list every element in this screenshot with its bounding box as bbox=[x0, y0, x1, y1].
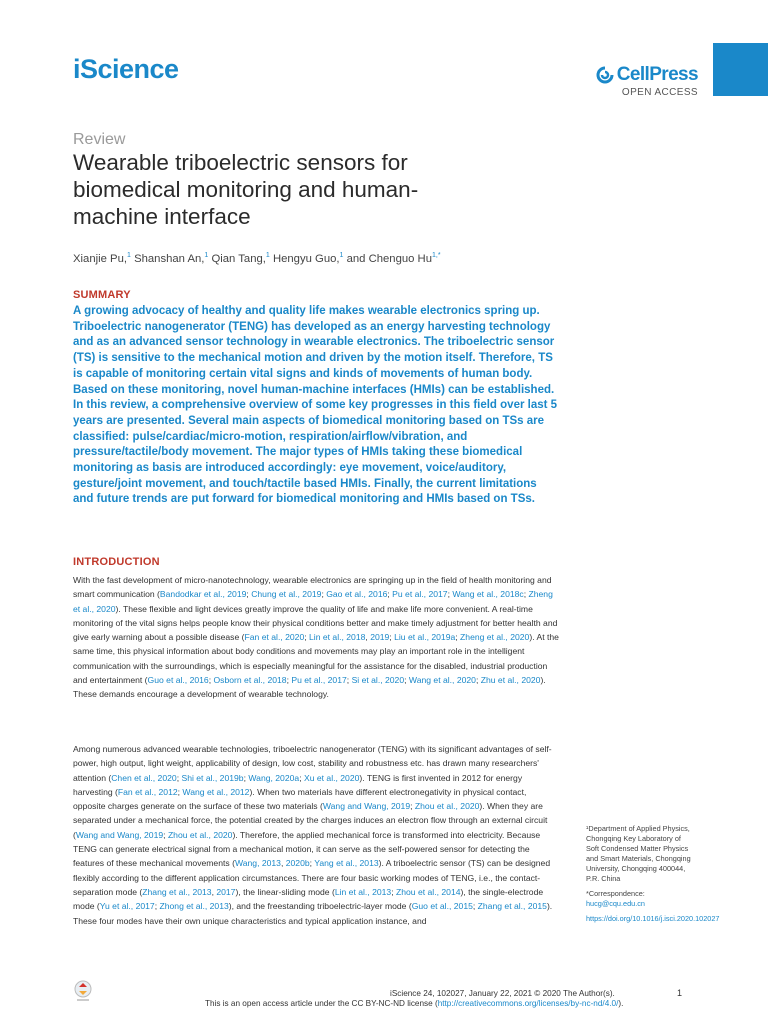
citation-link[interactable]: Wang et al., 2018c bbox=[452, 589, 524, 600]
check-for-updates-icon[interactable] bbox=[73, 979, 93, 1003]
body-text: ; bbox=[389, 632, 395, 643]
author-list bbox=[73, 252, 441, 265]
body-text: ). A triboelectric sensor (TS) can be designed flexibly according to the different application circumstances. There are four basic working modes of TENG, i.e., the contact-separation mode ( bbox=[73, 858, 551, 897]
publisher-name: CellPress bbox=[616, 64, 698, 85]
author-affiliation-mark[interactable]: 1 bbox=[204, 252, 209, 259]
open-access-label: OPEN ACCESS bbox=[621, 87, 698, 98]
intro-paragraph-1 bbox=[73, 573, 559, 702]
body-text: ). At the same time, this physical information about body conditions and movements may play an important role in the intelligent communication with the surroundings, which is especially meaningful for the assistance for the disabled, industrial production and entertainment ( bbox=[73, 632, 559, 686]
body-text: ; bbox=[309, 858, 315, 869]
citation-link[interactable]: Wang and Wang, 2019 bbox=[75, 829, 164, 840]
introduction-heading: INTRODUCTION bbox=[73, 556, 160, 568]
citation-link[interactable]: Bandodkar et al., 2019 bbox=[159, 589, 247, 600]
body-text: ). TENG is first invented in 2012 for energy harvesting ( bbox=[73, 772, 523, 797]
citation-link[interactable]: Wang, 2020a bbox=[248, 772, 300, 783]
body-text: ). Therefore, the applied mechanical force is transformed into electricity. Because TENG can generate electrical signal from a mechanical motion, it can serve as the self-powered sensor for detecting the features of these mechanical movements ( bbox=[73, 829, 541, 869]
author-affiliation-mark[interactable]: 1 bbox=[265, 252, 270, 259]
citation-link[interactable]: Wang et al., 2020 bbox=[408, 675, 476, 686]
author[interactable]: Hengyu Guo, bbox=[272, 252, 340, 265]
body-text: ; bbox=[410, 801, 415, 812]
body-text: ; bbox=[176, 772, 182, 783]
citation-link[interactable]: Guo et al., 2016 bbox=[147, 675, 209, 686]
citation-link[interactable]: Gao et al., 2016 bbox=[326, 589, 388, 600]
body-text: ; bbox=[475, 675, 481, 686]
citation-link[interactable]: Zhu et al., 2020 bbox=[480, 675, 541, 686]
summary-text: A growing advocacy of healthy and quality life makes wearable electronics spring up. Triboelectric nanogenerator (TENG) has developed as an energy harvesting technology and as an advanced sensor technology in wearable electronics. The triboelectric sensor (TS) is sensitive to the mechanical motion and driven by the motion itself. Therefore, TS is capable of monitoring certain vital signs and kinds of movements of human body. Based on these monitoring, novel human-machine interfaces (HMIs) can be established. In this review, a comprehensive overview of some key progresses in this field over last 5 years are presented. Several main aspects of biomedical monitoring based on TSs are classified: pulse/cardiac/micro-motion, respiration/airflow/vibration, and pressure/tactile/body movement. The major types of HMIs taking these biomedical monitoring as basis are introduced accordingly: eye movement, voice/auditory, gesture/joint movement, and touch/tactile based HMIs. Finally, the current limitations and future trends are put forward for biomedical monitoring and HMIs based on TSs. bbox=[73, 305, 558, 506]
body-text: ; bbox=[163, 829, 168, 840]
body-text: , bbox=[211, 886, 217, 897]
author[interactable]: Xianjie Pu, bbox=[73, 252, 128, 265]
body-text: , bbox=[365, 632, 371, 643]
article-title: Wearable triboelectric sensors for biomedical monitoring and human-machine interface bbox=[73, 150, 419, 229]
body-text: ), and the freestanding triboelectric-layer mode ( bbox=[228, 901, 412, 912]
citation-link[interactable]: Zhou et al., 2014 bbox=[396, 886, 461, 897]
correspondence-email-link[interactable]: hucg@cqu.edu.cn bbox=[586, 899, 645, 908]
author-affiliation-mark[interactable]: 1 bbox=[339, 252, 344, 259]
body-text: ; bbox=[404, 675, 409, 686]
citation-link[interactable]: Zheng et al., 2020 bbox=[460, 632, 530, 643]
citation-link[interactable]: Yu et al., 2017 bbox=[99, 901, 155, 912]
body-text: ), the linear-sliding mode ( bbox=[235, 886, 335, 897]
page-number: 1 bbox=[677, 988, 683, 998]
citation-link[interactable]: Fan et al., 2012 bbox=[117, 786, 178, 797]
body-text: ). These flexible and light devices greatly improve the quality of life and make life more convenient. A real-time monitoring of the vital signs helps people know their physical conditions better and make timely adjustment for better health and give early warning about a possible disease ( bbox=[73, 603, 558, 643]
journal-name: iScience bbox=[73, 54, 179, 84]
citation-link[interactable]: Fan et al., 2020 bbox=[244, 632, 305, 643]
journal-color-tab bbox=[713, 43, 768, 96]
author[interactable]: and Chenguo Hu bbox=[346, 252, 432, 265]
author[interactable]: Shanshan An, bbox=[134, 252, 205, 265]
body-text: ). When two materials have different electronegativity in physical contact, opposite charges generate on the surface of these two materials ( bbox=[73, 786, 527, 812]
license-link[interactable]: http://creativecommons.org/licenses/by-nc-nd/4.0/ bbox=[437, 999, 619, 1008]
body-text: ), the single-electrode mode ( bbox=[73, 886, 544, 912]
citation-link[interactable]: Zheng et al., 2020 bbox=[73, 589, 553, 614]
citation-link[interactable]: Chung et al., 2019 bbox=[251, 589, 322, 600]
citation-line: iScience 24, 102027, January 22, 2021 © 2020 The Author(s). bbox=[390, 989, 615, 998]
citation-link[interactable]: Xu et al., 2020 bbox=[303, 772, 360, 783]
citation-link[interactable]: Zhou et al., 2020 bbox=[167, 829, 233, 840]
body-text: ; bbox=[299, 772, 304, 783]
citation-link[interactable]: Pu et al., 2017 bbox=[291, 675, 347, 686]
citation-link[interactable]: Liu et al., 2019a bbox=[394, 632, 456, 643]
citation-link[interactable]: Lin et al., 2013 bbox=[334, 886, 392, 897]
body-text: ). These demands encourage a development of wearable technology. bbox=[73, 675, 546, 700]
body-text: ; bbox=[286, 675, 292, 686]
body-text: ; bbox=[391, 886, 396, 897]
citation-link[interactable]: Si et al., 2020 bbox=[351, 675, 405, 686]
doi-link[interactable]: https://doi.org/10.1016/j.isci.2020.102027 bbox=[586, 914, 720, 923]
sidebar-notes bbox=[586, 824, 720, 924]
body-text: ; bbox=[472, 901, 478, 912]
author-affiliation-mark[interactable]: 1 bbox=[127, 252, 131, 259]
cellpress-logo bbox=[590, 64, 698, 86]
citation-link[interactable]: Shi et al., 2019b bbox=[181, 772, 244, 783]
body-text: ; bbox=[177, 786, 183, 797]
correspondence-label: *Correspondence: bbox=[586, 889, 645, 898]
author-affiliation-mark[interactable]: 1,* bbox=[432, 252, 441, 259]
citation-link[interactable]: Zhong et al., 2013 bbox=[159, 901, 229, 912]
body-text: ; bbox=[321, 589, 327, 600]
body-text: ; bbox=[447, 589, 453, 600]
body-text: ; bbox=[208, 675, 214, 686]
body-text: ; bbox=[523, 589, 529, 600]
affiliation-note: ¹Department of Applied Physics, Chongqing Key Laboratory of Soft Condensed Matter Physics and Smart Materials, Chongqing University, Chongqing 400044, P.R. China bbox=[586, 824, 691, 883]
author[interactable]: Qian Tang, bbox=[211, 252, 266, 265]
body-text: ; bbox=[346, 675, 352, 686]
citation-link[interactable]: Chen et al., 2020 bbox=[111, 772, 177, 783]
body-text: ; bbox=[455, 632, 461, 643]
citation-link[interactable]: Wang et al., 2012 bbox=[182, 786, 250, 797]
body-text: Among numerous advanced wearable technologies, triboelectric nanogenerator (TENG) with its significant advantages of self-power, high output, light weight, applicability of design, low cost, stability and robustness etc. has drawn many researchers' attention ( bbox=[73, 744, 552, 783]
body-text: ; bbox=[387, 589, 393, 600]
citation-link[interactable]: Wang and Wang, 2019 bbox=[322, 801, 411, 812]
citation-link[interactable]: Guo et al., 2015 bbox=[411, 901, 473, 912]
citation-link[interactable]: Wang, 2013 bbox=[234, 858, 281, 869]
citation-link[interactable]: Yang et al., 2013 bbox=[314, 858, 379, 869]
body-text: ). These four modes have their own unique characteristics and typical application instance, and bbox=[73, 901, 553, 926]
citation-link[interactable]: Zhang et al., 2015 bbox=[477, 901, 547, 912]
body-text: ; bbox=[304, 632, 310, 643]
body-text: ; bbox=[154, 901, 160, 912]
body-text: ; bbox=[246, 589, 252, 600]
summary-heading: SUMMARY bbox=[73, 289, 131, 301]
citation-link[interactable]: 2017 bbox=[216, 886, 236, 897]
body-text: With the fast development of micro-nanotechnology, wearable electronics are springing up in the field of health monitoring and smart communication ( bbox=[73, 575, 552, 600]
license-line bbox=[205, 999, 705, 1008]
license-text-post: ). bbox=[618, 999, 624, 1008]
citation-link[interactable]: Zhou et al., 2020 bbox=[414, 801, 480, 812]
intro-paragraph-2 bbox=[73, 742, 559, 928]
body-text: ). When they are separated under a mechanical force, the potential created by the charges induces an electron flow through an external circuit ( bbox=[73, 801, 548, 840]
body-text: ; bbox=[243, 772, 249, 783]
citation-link[interactable]: 2019 bbox=[370, 632, 390, 643]
citation-link[interactable]: Lin et al., 2018 bbox=[309, 632, 366, 643]
publisher-logo[interactable] bbox=[590, 64, 698, 98]
body-text: , bbox=[280, 858, 286, 869]
citation-link[interactable]: 2020b bbox=[285, 858, 310, 869]
license-text-pre: This is an open access article under the CC BY-NC-ND license ( bbox=[205, 999, 438, 1008]
article-type: Review bbox=[73, 131, 126, 148]
citation-link[interactable]: Zhang et al., 2013 bbox=[142, 886, 212, 897]
cellpress-swirl-icon bbox=[596, 66, 614, 84]
citation-link[interactable]: Pu et al., 2017 bbox=[392, 589, 448, 600]
citation-link[interactable]: Osborn et al., 2018 bbox=[213, 675, 287, 686]
